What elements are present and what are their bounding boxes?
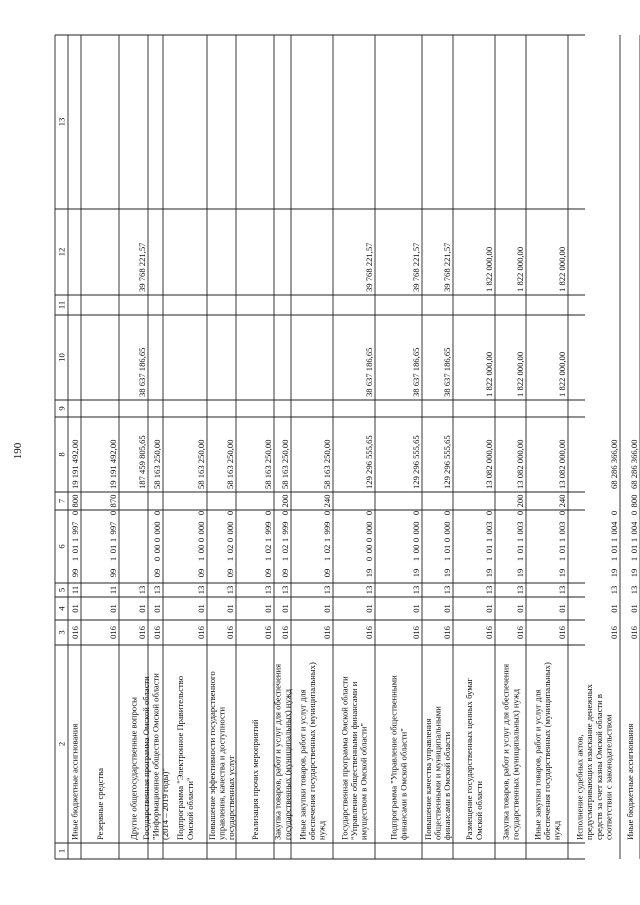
row-name-line: финансами в Омской области xyxy=(442,731,453,840)
row-name-line: Иные закупки товаров, работ и услуг для xyxy=(297,689,308,840)
row-target-article-part: 0 xyxy=(557,510,567,516)
row-target-article-part: 1 xyxy=(225,556,235,562)
row-name-line: нужд xyxy=(551,820,562,840)
row-section: 01 xyxy=(629,604,639,613)
row-target-article-part: 09 xyxy=(225,568,235,578)
row-name-line: Омской области" xyxy=(184,777,195,840)
column-header-5: 5 xyxy=(56,587,67,593)
row-target-article-part: 1 xyxy=(484,556,494,562)
row-subsection: 13 xyxy=(609,585,619,595)
row-col10: 38 637 186,65 xyxy=(137,347,147,397)
row-target-article-part: 0 xyxy=(108,510,118,516)
row-target-article-part: 000 xyxy=(152,521,162,535)
column-header-4: 4 xyxy=(56,606,67,611)
row-target-article-part: 01 xyxy=(609,544,619,554)
row-target-article-part: 1 xyxy=(515,556,525,562)
row-name-line: средств за счет казны Омской области в xyxy=(593,694,604,840)
column-header-3: 3 xyxy=(56,630,67,635)
row-name-line: Подпрограмма "Электронное Правительство xyxy=(175,675,186,840)
row-name-line: Другие общегосударственные вопросы xyxy=(128,697,139,840)
row-target-article-part: 1 xyxy=(322,556,332,562)
row-name-line: "Информационное общество Омской области xyxy=(150,673,161,840)
row-name-line: предусматривающих взыскание денежных xyxy=(584,684,595,840)
row-subsection: 13 xyxy=(263,585,273,595)
row-amount: 129 296 555,65 xyxy=(442,435,452,489)
row-target-article-part: 0 xyxy=(70,510,80,516)
row-subsection: 11 xyxy=(70,585,80,595)
row-target-article-part: 1 xyxy=(557,556,567,562)
row-subsection: 11 xyxy=(108,585,118,595)
row-col10: 38 637 186,65 xyxy=(411,347,421,397)
row-target-article-part: 19 xyxy=(515,568,525,578)
row-ministry: 016 xyxy=(442,626,452,639)
row-target-article-part: 0 xyxy=(196,510,206,516)
row-section: 01 xyxy=(263,604,273,613)
row-name-line: Иные бюджетные ассигнования xyxy=(69,723,80,840)
row-expense-type: 200 xyxy=(515,494,525,508)
row-target-article-part: 1 xyxy=(442,556,452,562)
row-target-article-part: 1 xyxy=(280,556,290,562)
row-col10: 1 822 000,00 xyxy=(484,351,494,397)
row-subsection: 13 xyxy=(515,585,525,595)
row-target-article-part: 00 xyxy=(364,544,374,554)
row-col12: 1 822 000,00 xyxy=(515,246,525,292)
row-expense-type: 800 xyxy=(70,494,80,508)
row-target-article-part: 1 xyxy=(108,537,118,543)
row-amount: 129 296 555,65 xyxy=(364,435,374,489)
row-section: 01 xyxy=(609,604,619,613)
row-subsection: 13 xyxy=(225,585,235,595)
row-ministry: 016 xyxy=(322,626,332,639)
row-target-article-part: 004 xyxy=(609,521,619,535)
row-target-article-part: 0 xyxy=(411,510,421,516)
row-subsection: 13 xyxy=(322,585,332,595)
row-name-line: нужд xyxy=(316,820,327,840)
row-target-article-part: 19 xyxy=(364,568,374,578)
row-section: 01 xyxy=(442,604,452,613)
row-target-article-part: 997 xyxy=(70,521,80,535)
column-header-9: 9 xyxy=(56,406,67,411)
row-subsection: 13 xyxy=(196,585,206,595)
row-target-article-part: 1 xyxy=(70,556,80,562)
row-target-article-part: 09 xyxy=(263,568,273,578)
column-header-8: 8 xyxy=(56,452,67,457)
row-target-article-part: 1 xyxy=(263,556,273,562)
row-section: 01 xyxy=(152,604,162,613)
row-amount: 13 082 000,00 xyxy=(484,439,494,489)
row-col10: 38 637 186,65 xyxy=(364,347,374,397)
row-target-article-part: 0 xyxy=(364,510,374,516)
row-name-line: имуществом в Омской области" xyxy=(358,723,369,840)
row-target-article-part: 1 xyxy=(280,537,290,543)
row-target-article-part: 0 xyxy=(442,537,452,543)
row-target-article-part: 19 xyxy=(629,568,639,578)
row-name-line: Подпрограмма "Управление общественными xyxy=(388,675,399,840)
row-target-article-part: 01 xyxy=(442,544,452,554)
row-target-article-part: 0 xyxy=(629,510,639,516)
row-section: 01 xyxy=(557,604,567,613)
row-target-article-part: 0 xyxy=(515,510,525,516)
row-ministry: 016 xyxy=(280,626,290,639)
row-ministry: 016 xyxy=(609,626,619,639)
row-ministry: 016 xyxy=(108,626,118,639)
row-col10: 1 822 000,00 xyxy=(515,351,525,397)
row-name-line: обеспечения государственных (муниципальных) xyxy=(542,662,552,840)
row-name-line: общественными и муниципальными xyxy=(432,706,443,840)
row-col10: 38 637 186,65 xyxy=(442,347,452,397)
row-name-line: государственных (муниципальных) нужд xyxy=(282,688,293,840)
row-target-article-part: 19 xyxy=(557,568,567,578)
row-amount: 58 163 250,00 xyxy=(322,439,332,489)
row-section: 01 xyxy=(280,604,290,613)
row-ministry: 016 xyxy=(484,626,494,639)
row-target-article-part: 999 xyxy=(280,521,290,535)
column-header-11: 11 xyxy=(56,300,67,310)
row-target-article-part: 1 xyxy=(70,537,80,543)
row-name-line: Размещение государственных ценных бумаг xyxy=(464,677,475,840)
row-col12: 39 768 221,57 xyxy=(364,242,374,292)
row-name-line: соответствии с законодательством xyxy=(603,714,614,840)
row-target-article-part: 0 xyxy=(364,537,374,543)
row-subsection: 13 xyxy=(152,585,162,595)
row-amount: 19 191 492,00 xyxy=(108,439,118,489)
row-name-line: Иные закупки товаров, работ и услуг для xyxy=(532,689,543,840)
row-section: 01 xyxy=(70,604,80,613)
row-ministry: 016 xyxy=(629,626,639,639)
row-target-article-part: 01 xyxy=(629,544,639,554)
row-target-article-part: 0 xyxy=(322,510,332,516)
row-target-article-part: 01 xyxy=(108,544,118,554)
row-amount: 19 191 492,00 xyxy=(70,439,80,489)
column-header-2: 2 xyxy=(56,741,67,747)
row-subsection: 13 xyxy=(364,585,374,595)
row-amount: 58 163 250,00 xyxy=(152,439,162,489)
row-target-article-part: 19 xyxy=(484,568,494,578)
row-target-article-part: 02 xyxy=(280,544,290,554)
row-expense-type: 870 xyxy=(108,494,118,508)
row-target-article-part: 02 xyxy=(225,544,235,554)
row-name-line: Омской области xyxy=(473,781,484,840)
row-section: 01 xyxy=(364,604,374,613)
row-amount: 13 082 000,00 xyxy=(515,439,525,489)
row-subsection: 13 xyxy=(137,585,147,595)
row-target-article-part: 0 xyxy=(609,510,619,516)
row-ministry: 016 xyxy=(411,626,421,639)
row-target-article-part: 0 xyxy=(411,537,421,543)
row-target-article-part: 003 xyxy=(515,521,525,535)
row-target-article-part: 02 xyxy=(263,544,273,554)
column-header-10: 10 xyxy=(56,353,67,362)
row-target-article-part: 003 xyxy=(557,521,567,535)
row-amount: 58 163 250,00 xyxy=(225,439,235,489)
row-target-article-part: 19 xyxy=(411,568,421,578)
row-section: 01 xyxy=(411,604,421,613)
row-target-article-part: 00 xyxy=(196,544,206,554)
row-target-article-part: 19 xyxy=(442,568,452,578)
row-name-line: "Управление общественными финансами и xyxy=(349,681,359,840)
row-name-line: управления, качества и доступности xyxy=(216,706,227,840)
row-name-line: Иные бюджетные ассигнования xyxy=(625,723,635,840)
row-name-line: Исполнение судебных актов, xyxy=(574,734,585,840)
row-amount: 58 163 250,00 xyxy=(263,439,273,489)
row-target-article-part: 01 xyxy=(70,544,80,554)
row-ministry: 016 xyxy=(515,626,525,639)
row-col10: 1 822 000,00 xyxy=(557,351,567,397)
row-target-article-part: 0 xyxy=(152,556,162,562)
row-expense-type: 240 xyxy=(557,494,567,508)
row-ministry: 016 xyxy=(557,626,567,639)
row-target-article-part: 1 xyxy=(322,537,332,543)
row-target-article-part: 19 xyxy=(609,568,619,578)
column-header-13: 13 xyxy=(56,117,67,127)
row-target-article-part: 1 xyxy=(629,556,639,562)
row-ministry: 016 xyxy=(196,626,206,639)
row-target-article-part: 000 xyxy=(364,521,374,535)
row-target-article-part: 000 xyxy=(411,521,421,535)
row-target-article-part: 1 xyxy=(263,537,273,543)
row-col12: 1 822 000,00 xyxy=(484,246,494,292)
row-target-article-part: 09 xyxy=(196,568,206,578)
budget-table-grid xyxy=(55,35,639,859)
row-amount: 68 286 366,00 xyxy=(629,439,639,489)
row-target-article-part: 99 xyxy=(108,568,118,578)
row-section: 01 xyxy=(108,604,118,613)
row-section: 01 xyxy=(322,604,332,613)
row-target-article-part: 1 xyxy=(108,556,118,562)
row-target-article-part: 0 xyxy=(442,510,452,516)
row-name-line: (2014 – 2019 годы)" xyxy=(160,768,171,840)
row-section: 01 xyxy=(196,604,206,613)
row-target-article-part: 999 xyxy=(322,521,332,535)
row-subsection: 13 xyxy=(557,585,567,595)
row-target-article-part: 0 xyxy=(225,510,235,516)
row-target-article-part: 0 xyxy=(364,556,374,562)
row-target-article-part: 01 xyxy=(484,544,494,554)
row-name-line: Государственная программа Омской области xyxy=(339,676,350,840)
row-target-article-part: 09 xyxy=(152,568,162,578)
row-section: 01 xyxy=(137,604,147,613)
row-target-article-part: 1 xyxy=(484,537,494,543)
row-ministry: 016 xyxy=(152,626,162,639)
row-name-line: Резервные средства xyxy=(95,768,105,840)
row-name-line: финансами в Омской области" xyxy=(398,728,409,840)
row-ministry: 016 xyxy=(263,626,273,639)
row-target-article-part: 00 xyxy=(411,544,421,554)
row-name-line: Повышение эффективности государственного xyxy=(206,671,217,840)
row-target-article-part: 99 xyxy=(70,568,80,578)
column-header-6: 6 xyxy=(56,544,67,549)
column-header-1: 1 xyxy=(56,848,67,854)
page-number: 190 xyxy=(12,442,24,460)
row-target-article-part: 02 xyxy=(322,544,332,554)
row-target-article-part: 003 xyxy=(484,521,494,535)
row-target-article-part: 999 xyxy=(263,521,273,535)
row-target-article-part: 0 xyxy=(484,510,494,516)
column-header-7: 7 xyxy=(56,498,67,504)
row-target-article-part: 0 xyxy=(225,537,235,543)
row-col12: 39 768 221,57 xyxy=(411,242,421,292)
row-target-article-part: 000 xyxy=(225,521,235,535)
row-target-article-part: 0 xyxy=(152,510,162,516)
row-amount: 58 163 250,00 xyxy=(196,439,206,489)
row-target-article-part: 000 xyxy=(442,521,452,535)
row-subsection: 13 xyxy=(484,585,494,595)
row-target-article-part: 1 xyxy=(629,537,639,543)
row-target-article-part: 01 xyxy=(557,544,567,554)
row-amount: 13 082 000,00 xyxy=(557,439,567,489)
row-name-line: Закупка товаров, работ и услуг для обеспечения xyxy=(500,663,511,840)
row-target-article-part: 1 xyxy=(411,556,421,562)
row-target-article-part: 0 xyxy=(263,510,273,516)
row-target-article-part: 000 xyxy=(196,521,206,535)
row-target-article-part: 997 xyxy=(108,521,118,535)
row-target-article-part: 0 xyxy=(280,510,290,516)
row-subsection: 13 xyxy=(629,585,639,595)
row-name-line: государственных (муниципальных) нужд xyxy=(510,688,521,840)
row-target-article-part: 1 xyxy=(515,537,525,543)
row-name-line: Государственная программа Омской области xyxy=(140,676,151,840)
row-amount: 68 286 366,00 xyxy=(609,439,619,489)
row-subsection: 13 xyxy=(280,585,290,595)
row-target-article-part: 1 xyxy=(196,556,206,562)
row-target-article-part: 0 xyxy=(152,537,162,543)
row-target-article-part: 1 xyxy=(557,537,567,543)
row-ministry: 016 xyxy=(70,626,80,639)
row-name-line: Реализация прочих мероприятий xyxy=(250,719,260,840)
row-section: 01 xyxy=(225,604,235,613)
row-section: 01 xyxy=(515,604,525,613)
row-target-article-part: 1 xyxy=(609,556,619,562)
row-name-line: обеспечения государственных (муниципальных) xyxy=(307,662,317,840)
budget-table xyxy=(55,35,639,859)
row-subsection: 13 xyxy=(442,585,452,595)
row-target-article-part: 01 xyxy=(515,544,525,554)
row-expense-type: 240 xyxy=(322,494,332,508)
row-section: 01 xyxy=(484,604,494,613)
row-target-article-part: 00 xyxy=(152,544,162,554)
row-target-article-part: 09 xyxy=(322,568,332,578)
row-col12: 39 768 221,57 xyxy=(137,242,147,292)
row-expense-type: 800 xyxy=(629,494,639,508)
row-name-line: государственных услуг xyxy=(226,755,237,840)
row-name-line: Повышение качества управления xyxy=(422,718,433,840)
row-target-article-part: 004 xyxy=(629,521,639,535)
row-ministry: 016 xyxy=(225,626,235,639)
row-ministry: 016 xyxy=(364,626,374,639)
row-col12: 1 822 000,00 xyxy=(557,246,567,292)
row-amount: 187 459 805,65 xyxy=(137,435,147,489)
row-target-article-part: 0 xyxy=(196,537,206,543)
row-amount: 58 163 250,00 xyxy=(280,439,290,489)
row-ministry: 016 xyxy=(137,626,147,639)
row-target-article-part: 09 xyxy=(280,568,290,578)
row-expense-type: 200 xyxy=(280,494,290,508)
row-name-line: Закупка товаров, работ и услуг для обеспечения xyxy=(272,663,283,840)
row-subsection: 13 xyxy=(411,585,421,595)
column-header-12: 12 xyxy=(56,247,67,257)
row-target-article-part: 1 xyxy=(609,537,619,543)
row-amount: 129 296 555,65 xyxy=(411,435,421,489)
row-col12: 39 768 221,57 xyxy=(442,242,452,292)
